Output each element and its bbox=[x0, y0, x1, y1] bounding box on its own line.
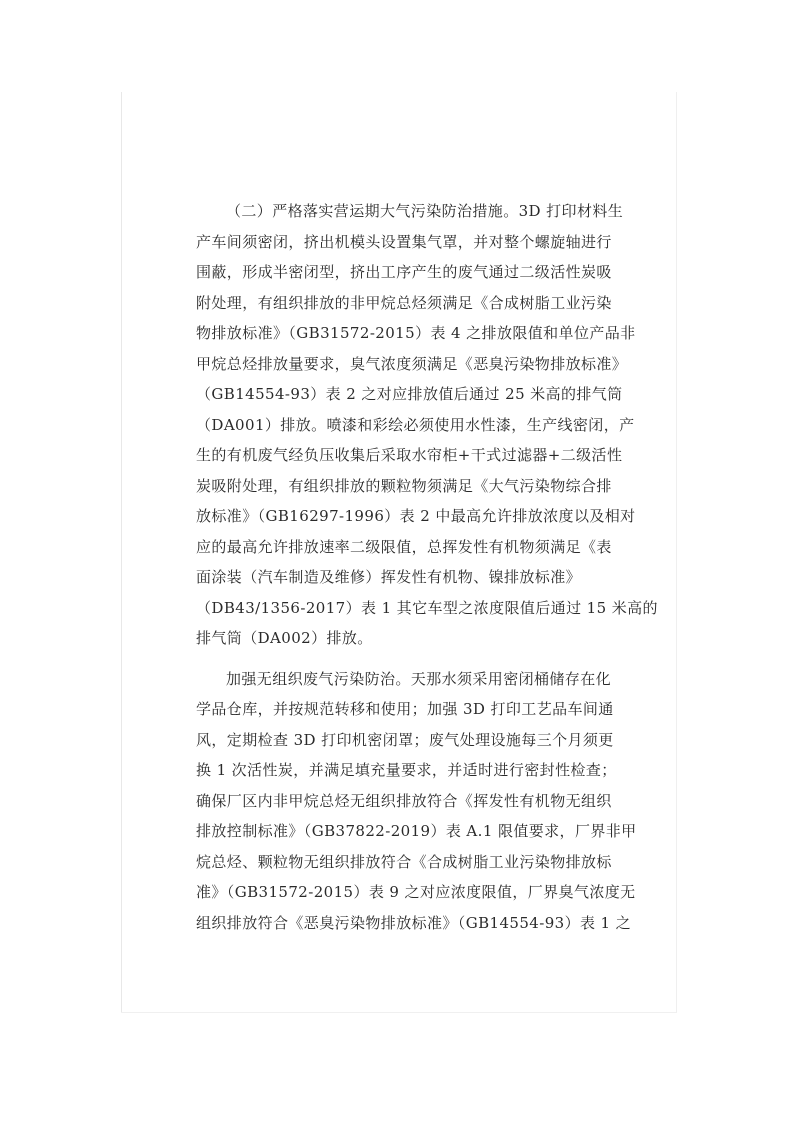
text-line: 产车间须密闭，挤出机模头设置集气罩，并对整个螺旋轴进行 bbox=[196, 232, 612, 251]
text-line: （DA001）排放。喷漆和彩绘必须使用水性漆，生产线密闭，产 bbox=[196, 415, 635, 434]
paragraph-gap bbox=[196, 654, 604, 664]
text-line: （二）严格落实营运期大气污染防治措施。3D 打印材料生 bbox=[226, 202, 624, 220]
text-line: 排放控制标准》（GB37822-2019）表 A.1 限值要求，厂界非甲 bbox=[196, 822, 637, 840]
text-line: 甲烷总烃排放量要求，臭气浓度须满足《恶臭污染物排放标准》 bbox=[196, 354, 628, 373]
text-line: 放标准》（GB16297-1996）表 2 中最高允许排放浓度以及相对 bbox=[196, 507, 636, 525]
text-line: 炭吸附处理，有组织排放的颗粒物须满足《大气污染物综合排 bbox=[196, 476, 612, 495]
text-line: 附处理，有组织排放的非甲烷总烃须满足《合成树脂工业污染 bbox=[196, 293, 612, 312]
text-line: 学品仓库，并按规范转移和使用；加强 3D 打印工艺品车间通 bbox=[196, 700, 614, 718]
text-line: 物排放标准》（GB31572-2015）表 4 之排放限值和单位产品非 bbox=[196, 324, 636, 342]
sheet-edge-right bbox=[676, 92, 677, 1012]
text-line: 排气筒（DA002）排放。 bbox=[196, 629, 373, 647]
text-line: 面涂装（汽车制造及维修）挥发性有机物、镍排放标准》 bbox=[196, 568, 582, 586]
document-body bbox=[196, 196, 658, 938]
text-line: 围蔽，形成半密闭型，挤出工序产生的废气通过二级活性炭吸 bbox=[196, 263, 612, 281]
text-line: （DB43/1356-2017）表 1 其它车型之浓度限值后通过 15 米高的 bbox=[196, 598, 658, 617]
text-line: 风，定期检查 3D 打印机密闭罩；废气处理设施每三个月须更 bbox=[196, 730, 614, 749]
text-line: 换 1 次活性炭，并满足填充量要求，并适时进行密封性检查； bbox=[196, 761, 617, 779]
text-line: 加强无组织废气污染防治。天那水须采用密闭桶储存在化 bbox=[226, 669, 612, 688]
sheet-edge-left bbox=[121, 92, 122, 1012]
text-line: 应的最高允许排放速率二级限值，总挥发性有机物须满足《表 bbox=[196, 537, 612, 556]
text-line: （GB14554-93）表 2 之对应排放值后通过 25 米高的排气筒 bbox=[196, 385, 623, 403]
sheet-edge-bottom bbox=[121, 1012, 677, 1013]
text-line: 确保厂区内非甲烷总烃无组织排放符合《挥发性有机物无组织 bbox=[196, 791, 612, 810]
text-line: 组织排放符合《恶臭污染物排放标准》（GB14554-93）表 1 之 bbox=[196, 913, 632, 932]
text-line: 准》（GB31572-2015）表 9 之对应浓度限值，厂界臭气浓度无 bbox=[196, 883, 636, 901]
text-line: 烷总烃、颗粒物无组织排放符合《合成树脂工业污染物排放标 bbox=[196, 852, 612, 871]
text-line: 生的有机废气经负压收集后采取水帘柜+干式过滤器+二级活性 bbox=[196, 446, 623, 464]
